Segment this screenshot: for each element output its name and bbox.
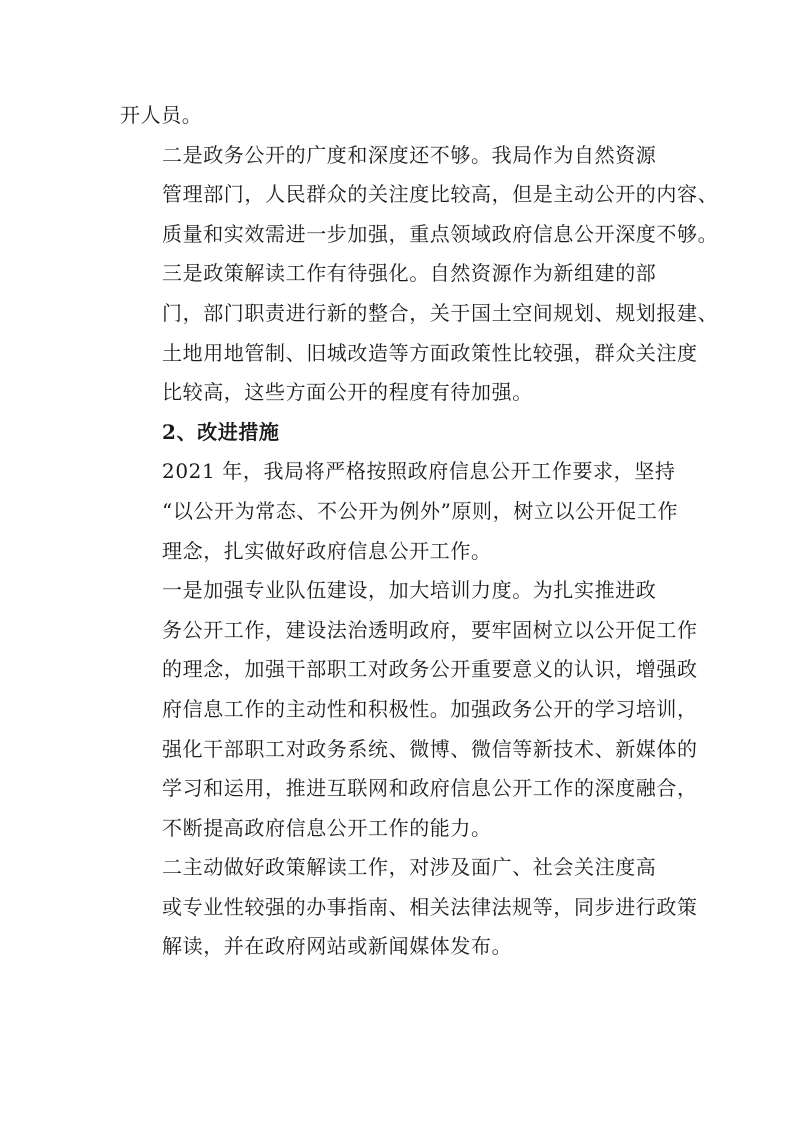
section-heading bbox=[120, 413, 682, 453]
text-line: 2021 年，我局将严格按照政府信息公开工作要求，坚持 bbox=[162, 459, 676, 484]
text-line: 二主动做好政策解读工作，对涉及面广、社会关注度高 bbox=[162, 855, 657, 880]
text-line: 一是加强专业队伍建设，加大培训力度。为扎实推进政 bbox=[162, 578, 657, 603]
text-line: 三是政策解读工作有待强化。自然资源作为新组建的部 bbox=[162, 261, 657, 286]
document-body bbox=[120, 96, 719, 967]
text-line: 的理念，加强干部职工对政务公开重要意义的认识，增强政 bbox=[162, 657, 698, 682]
body-paragraph bbox=[120, 848, 698, 967]
body-paragraph bbox=[120, 254, 719, 412]
text-line: 强化干部职工对政务系统、微博、微信等新技术、新媒体的 bbox=[162, 736, 698, 761]
text-line: 门，部门职责进行新的整合，关于国土空间规划、规划报建、 bbox=[162, 300, 719, 325]
text-line: 质量和实效需进一步加强，重点领域政府信息公开深度不够。 bbox=[162, 221, 719, 246]
text-line: 2、改进措施 bbox=[162, 419, 280, 444]
body-paragraph bbox=[120, 452, 682, 571]
body-paragraph bbox=[120, 571, 698, 848]
text-line: 务公开工作，建设法治透明政府，要牢固树立以公开促工作 bbox=[162, 617, 698, 642]
text-line: 土地用地管制、旧城改造等方面政策性比较强，群众关注度 bbox=[162, 340, 698, 365]
text-line: 解读，并在政府网站或新闻媒体发布。 bbox=[162, 934, 513, 959]
body-paragraph bbox=[120, 136, 719, 255]
text-line: 理念，扎实做好政府信息公开工作。 bbox=[162, 538, 492, 563]
text-line: 不断提高政府信息公开工作的能力。 bbox=[162, 815, 492, 840]
text-line: 学习和运用，推进互联网和政府信息公开工作的深度融合， bbox=[162, 776, 698, 801]
text-line: 开人员。 bbox=[120, 103, 203, 127]
text-line: 比较高，这些方面公开的程度有待加强。 bbox=[162, 380, 533, 405]
text-line: “以公开为常态、不公开为例外”原则，树立以公开促工作 bbox=[162, 498, 679, 523]
text-line: 府信息工作的主动性和积极性。加强政务公开的学习培训， bbox=[162, 696, 698, 721]
text-line: 或专业性较强的办事指南、相关法律法规等，同步进行政策 bbox=[162, 894, 698, 919]
text-line: 管理部门，人民群众的关注度比较高，但是主动公开的内容、 bbox=[162, 182, 719, 207]
body-paragraph bbox=[120, 96, 682, 136]
text-line: 二是政务公开的广度和深度还不够。我局作为自然资源 bbox=[162, 142, 657, 167]
